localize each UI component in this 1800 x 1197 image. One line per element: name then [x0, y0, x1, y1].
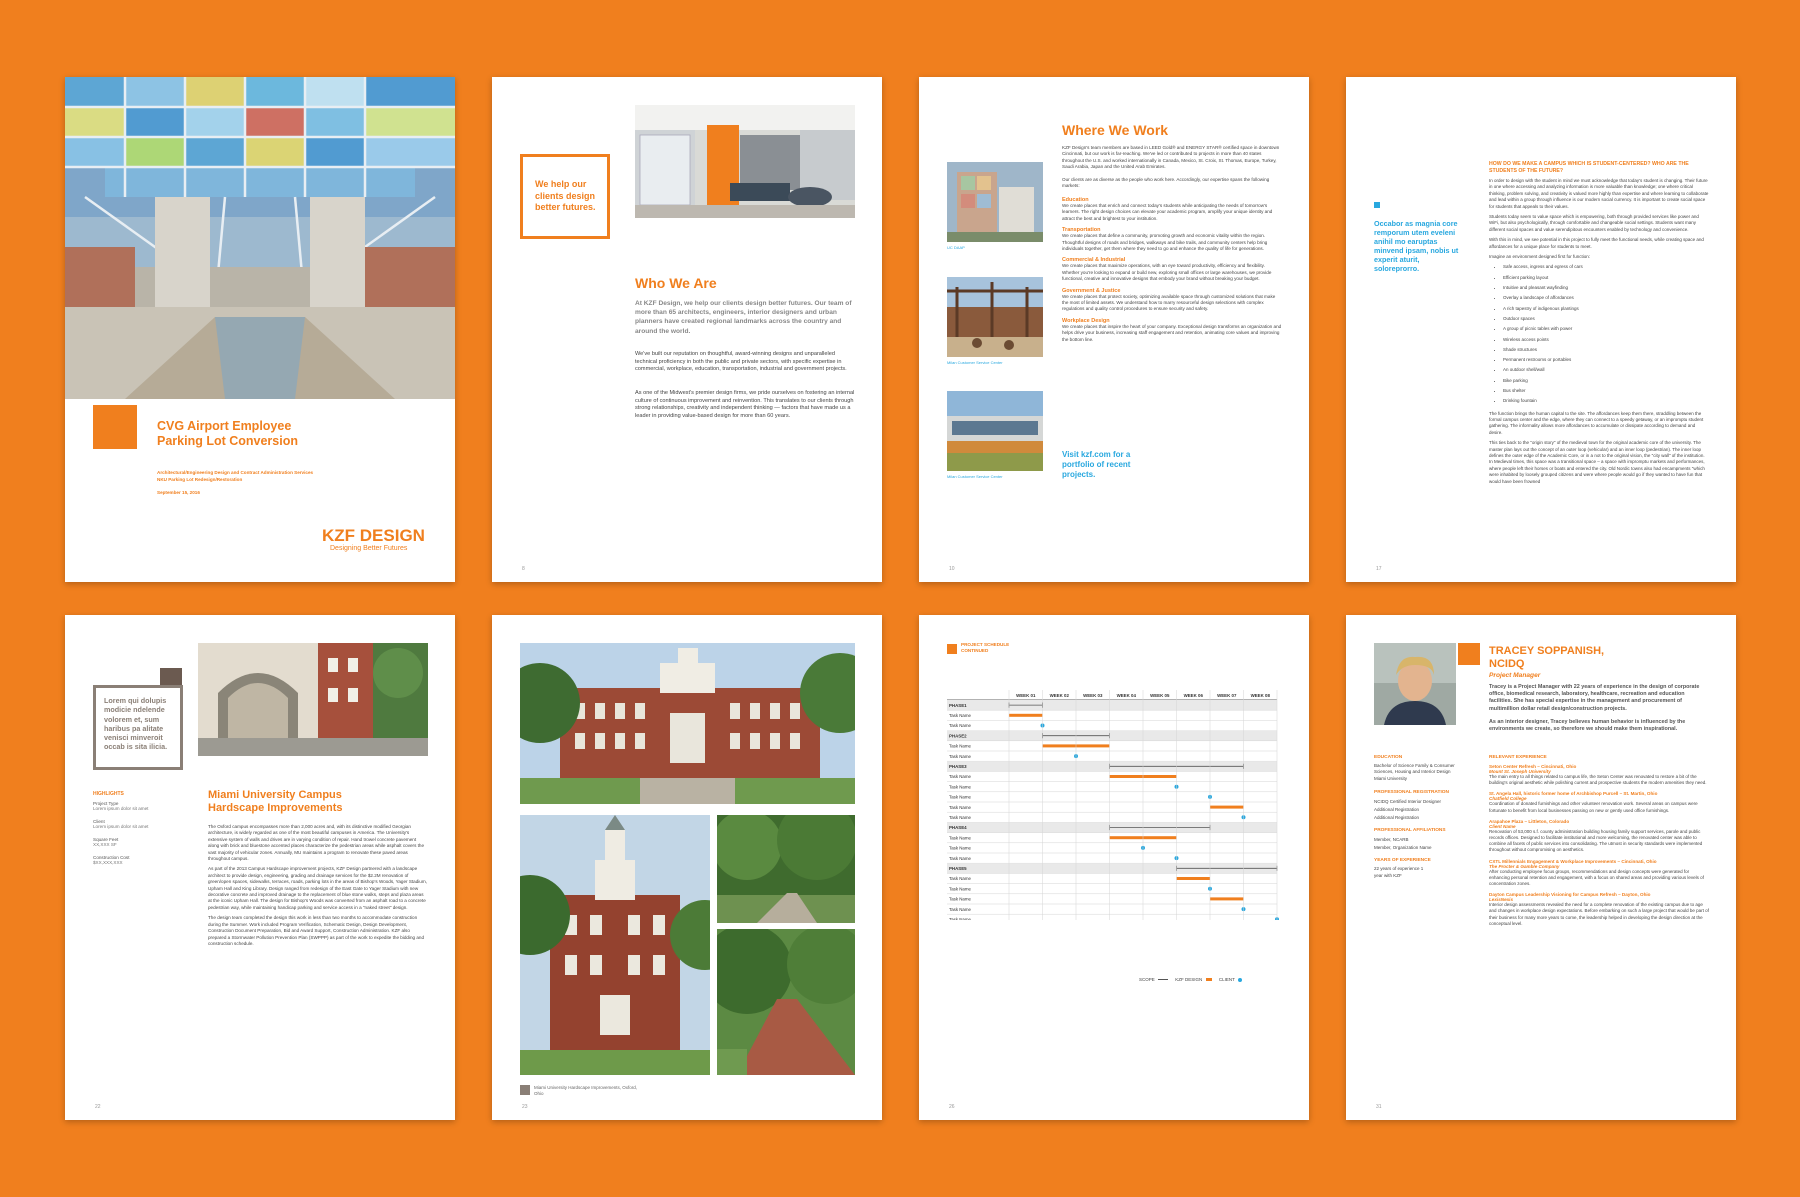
section-title-education: Education	[1062, 197, 1089, 203]
highlight-value: XX,XXX SF	[93, 842, 117, 847]
para-2: Students today seem to value space which is empowering, both through provided services like power and WiFi, but also psychologically, through comfortable and changeable social settings. Students want many different social spaces and value serendipitous encounters enabled by technology and convenience.	[1489, 214, 1699, 232]
photo-trees-path	[717, 815, 855, 923]
registration-label: PROFESSIONAL REGISTRATION	[1374, 790, 1449, 796]
task-label: Task Name	[949, 855, 971, 861]
schedule-orange-square	[947, 644, 957, 654]
project-title: St. Angela Hall, historic former home of Archbishop Purcell – St. Martin, Ohio	[1489, 791, 1658, 797]
project-client: Chatfield College	[1489, 796, 1527, 802]
cover-photo-canopy	[65, 77, 455, 399]
where-intro: KZF Design's team members are based in LEED Gold® and ENERGY STAR® certified space in downtown Cincinnati, but our work is far-reaching. We've led or contributed to projects in more than 40 states throughout the U.S. and worked internationally in Canada, Mexico, St. Croix, St. Thomas, Europe, Turkey, Saudi Arabia, Japan and the United Arab Emirates.	[1062, 145, 1280, 170]
legend-scope: SCOPE	[1139, 977, 1155, 982]
list-item: • Bike parking	[1503, 376, 1709, 386]
quote-box	[520, 154, 610, 239]
task-label: Task Name	[949, 774, 971, 780]
week-header: WEEK 02	[1049, 693, 1069, 698]
page-number: 22	[95, 1104, 101, 1110]
project-title: Arapahoe Plaza – Littleton, Colorado	[1489, 818, 1570, 824]
photo-milan-center-2	[947, 391, 1043, 471]
para-4: Imagine an environment designed first for function:	[1489, 254, 1591, 260]
kzf-logo: KZF DESIGN	[322, 526, 425, 545]
highlights-list	[93, 801, 188, 873]
legend-client: CLIENT	[1218, 977, 1235, 982]
list-item: • Efficient parking layout	[1503, 273, 1709, 283]
cover-tagline: Designing Better Futures	[330, 545, 408, 552]
task-label: Task Name	[949, 713, 971, 718]
page-number: 31	[1376, 1104, 1382, 1110]
project-title: Miami University Campus Hardscape Improvements	[208, 789, 343, 814]
section-title-government: Government & Justice	[1062, 287, 1121, 294]
highlight-value: $XX,XXX,XXX	[93, 860, 123, 865]
cover-title: CVG Airport Employee Parking Lot Conversion	[157, 419, 298, 448]
week-header: WEEK 04	[1116, 693, 1136, 698]
page-number: 17	[1376, 566, 1382, 572]
phase-label: PHASE4	[949, 825, 967, 831]
photo-campus-arch	[198, 643, 428, 756]
question-heading: HOW DO WE MAKE A CAMPUS WHICH IS STUDENT-CENTERED? WHO ARE THE STUDENTS OF THE FUTURE?	[1489, 161, 1689, 174]
week-header: WEEK 01	[1016, 693, 1036, 698]
list-item: • Drinking fountain	[1503, 396, 1709, 406]
list-item: • An outdoor shell/wall	[1503, 365, 1709, 375]
highlights-label: HIGHLIGHTS	[93, 791, 124, 797]
cover-subtitle-2: NKU Parking Lot Redesign/Restoration	[157, 477, 243, 482]
legend-kzf-icon	[1206, 978, 1212, 981]
cover-subtitle-1: Architectural/Engineering Design and Contract Administration Services	[157, 470, 314, 475]
project-title: Seton Center Refresh – Cincinnati, Ohio	[1489, 764, 1577, 769]
kzf-bar	[1210, 897, 1244, 900]
affiliation-item: Member, Organization Name	[1374, 845, 1432, 851]
page-number: 26	[949, 1104, 955, 1110]
para-1: The Oxford campus encompasses more than 2,000 acres and, with its distinctive modified Georgian architecture, is widely regarded as one of the most beautiful campuses in America. The University's extensive system of walls and drives are in varying condition of repair. Hand trowel concrete pavement along with brick and bluestone accented places characterize the pedestrian areas while asphalt covers the vast majority of vehicular zones. Annually, MU maintains a program to renovate these paved areas throughout campus.	[208, 824, 425, 862]
list-item: • Bus shelter	[1503, 386, 1709, 396]
kzf-bar	[1177, 877, 1211, 880]
registration-item: Additional Registration	[1374, 807, 1420, 813]
caption-milan-1: Milan Customer Service Center	[947, 360, 1003, 365]
section-text-government: We create places that protect society, optimizing available space through customized solutions that make the most of limited assets. We understand how to marry resourceful design selections with complex regulations and quality control procedures to ensure security and safety.	[1062, 293, 1276, 312]
project-text: The main entry to all things related to campus life, the Seton Center was renovated to restore a bit of the building's original aesthetic while polishing current and prospective students the modern amenities they need.	[1489, 774, 1707, 786]
highlight-value: Lorem ipsum dolor sit amet	[93, 806, 149, 811]
kzf-bar	[1210, 806, 1244, 809]
task-label: Task Name	[949, 794, 971, 800]
blue-square	[1374, 202, 1380, 208]
section-text-workplace: We create places that inspire the heart of your company. Exceptional design transforms an organization and helps drive your business, increasing staff engagement and retention, animating core values and improving the bottom line.	[1062, 323, 1282, 342]
task-label: Task Name	[949, 723, 971, 729]
task-label: Task Name	[949, 845, 971, 851]
project-text: Renovation of 53,000 s.f. county administration building housing family support services, parole and public records offices. Designed to facilitate institutional and more welcoming, the renovated center was able to combine all facets of public services into consolidating. The utmost in security standards were implemented throughout without compromising on aesthetics.	[1489, 828, 1703, 853]
who-we-are-para2: As one of the Midwest's premier design firms, we pride ourselves on fostering an internal culture of continuous improvement and reinvention. This translates to our clients through strong relationships, creativity and independent thinking — factors that have made us a leader in providing value-based design for more than 60 years.	[635, 390, 855, 419]
relevant-label: RELEVANT EXPERIENCE	[1489, 755, 1547, 760]
page-miami-project	[65, 615, 455, 1120]
schedule-header: PROJECT SCHEDULE CONTINUED	[961, 642, 1010, 653]
task-label: Task Name	[949, 886, 971, 892]
project-client: Mount St. Joseph University	[1489, 769, 1551, 774]
section-title-commercial: Commercial & Industrial	[1062, 257, 1126, 264]
highlight-label: Project Type	[93, 801, 119, 806]
phase-label: PHASE2	[949, 733, 967, 739]
page-number: 8	[522, 566, 525, 572]
bio-lead-2: As an interior designer, Tracey believes human behavior is influenced by the environments we create, so therefore we should make them inspirational.	[1489, 719, 1686, 733]
page-number: 10	[949, 566, 955, 572]
who-we-are-lead: At KZF Design, we help our clients design better futures. Our team of more than 65 architects, engineers, interior designers and urban planners have created regional landmarks across the country and around the world.	[635, 300, 852, 335]
list-item: • Shade structures	[1503, 345, 1709, 355]
where-intro2: Our clients are as diverse as the people who work here. Accordingly, our expertise spans the following markets:	[1062, 177, 1270, 189]
who-we-are-heading: Who We Are	[635, 275, 717, 291]
caption-marker	[520, 1085, 530, 1095]
list-item: • A group of picnic tables with power	[1503, 324, 1709, 334]
task-label: Task Name	[949, 743, 971, 749]
phase-row-bg	[947, 731, 1277, 741]
quote-box	[93, 685, 183, 770]
page-project-schedule	[919, 615, 1309, 1120]
kzf-bar	[1009, 714, 1043, 717]
project-text: After conducting employee focus groups, recommendations and design concepts were generated for enhancing personal retention and engagement, with a focus on shared areas and providing various levels of concentration zones.	[1489, 868, 1704, 887]
relevant-experience	[1489, 755, 1709, 927]
where-we-work-heading: Where We Work	[1062, 122, 1169, 138]
task-label: Task Name	[949, 835, 971, 841]
portfolio-link[interactable]: Visit kzf.com for a portfolio of recent projects.	[1062, 450, 1131, 479]
list-item: • Permanent restrooms or portables	[1503, 355, 1709, 365]
cover-date: September 15, 2016	[157, 490, 200, 495]
photo-milan-center-1	[947, 277, 1043, 357]
quote-text: Lorem qui dolupis modicie ndelende volorem et, sum haribus pa alitate venisci minveroit occab is sita ilicia.	[104, 696, 168, 752]
section-text-education: We create places that enrich and connect today's students while anticipating the needs of tomorrow's learners. The right design choices can elevate your academic program, amplify your unique identity and attract the best and brightest to your institution.	[1062, 203, 1273, 221]
section-text-transportation: We create places that define a community, promoting growth and economic vitality within the region. Thoughtful designs of roads and bridges, walkways and bike trails, and community centers help bring individuals together, get them where they need to go and enhance the quality of life for generations.	[1062, 233, 1268, 252]
education-value: Bachelor of Science Family & Consumer Sciences, Housing and Interior Design Miami University	[1374, 763, 1455, 781]
highlight-label: Square Feet	[93, 837, 119, 842]
task-label: Task Name	[949, 804, 971, 810]
registration-item: NCIDQ Certified Interior Designer	[1374, 799, 1442, 805]
page-photo-spread	[492, 615, 882, 1120]
task-label: Task Name	[949, 815, 971, 820]
office-interior-photo	[635, 105, 855, 218]
list-item: • Outdoor spaces	[1503, 314, 1709, 324]
cover-orange-square	[93, 405, 137, 449]
photo-brick-tower	[520, 815, 710, 1075]
task-label: Task Name	[949, 917, 971, 920]
list-item: • Intuitive and pleasant wayfinding	[1503, 283, 1709, 293]
headshot-photo[interactable]	[1374, 643, 1456, 725]
highlight-label: Client	[93, 819, 105, 824]
affiliation-item: Member, NCARB	[1374, 837, 1409, 843]
gantt-legend	[1139, 977, 1242, 982]
week-header: WEEK 08	[1250, 693, 1270, 698]
market-sections	[1062, 197, 1282, 348]
project-text: Coordination of donated furnishings and other volunteer renovation work. Several areas on campus were fortunate to benefit from local businesses passing on new or gently used office furnishings.	[1489, 801, 1698, 813]
project-text: Interior design assessments revealed the need for a complete renovation of the existing campus due to age and changes in workplace design expectations. Before embarking on such a large project that would be part of their business for many more years to come, the leadership helped in developing the design direction at the conceptual level.	[1489, 902, 1709, 926]
photo-brick-walk	[717, 929, 855, 1075]
list-item: • Safe access, ingress and egress of cars	[1503, 262, 1709, 272]
task-label: Task Name	[949, 784, 971, 790]
pull-quote: Occabor as magnia core remporum utem eveleni anihil mo earuptas minvend ipsam, nobis ut experit aturit, soloreprorro.	[1374, 219, 1459, 273]
caption-uc-daap: UC DAAP	[947, 245, 965, 250]
phase-label: PHASE3	[949, 764, 967, 769]
bio-sidebar	[1374, 755, 1474, 879]
list-item: • A rich tapestry of indigenous plantings	[1503, 304, 1709, 314]
student-body	[1489, 178, 1709, 485]
list-item: • Wireless access points	[1503, 335, 1709, 345]
page-team-bio	[1346, 615, 1736, 1120]
photo-caption: Miami University Hardscape Improvements, Oxford, Ohio	[534, 1085, 638, 1096]
para-3: With this in mind, we see potential in this project to fully meet the functional needs, while creating space and affordances for a unique place for students to meet.	[1489, 237, 1704, 249]
legend-kzf: KZF DESIGN	[1175, 977, 1203, 982]
project-client: LexisNexis	[1489, 897, 1514, 903]
section-title-workplace: Workplace Design	[1062, 317, 1110, 324]
phase-label: PHASE1	[949, 702, 967, 708]
highlight-label: Construction Cost	[93, 855, 130, 860]
gantt-chart	[947, 690, 1281, 920]
years-label: YEARS OF EXPERIENCE	[1374, 858, 1431, 864]
task-label: Task Name	[949, 876, 971, 882]
para-6: This ties back to the "origin story" of the medieval town for the original academic core of the university. The master plan lays out the concept of an outer loop (vehicular) and an inner loop (pedestrian). The inner loop defines the outer edge of the Academic Core, or in a not to the original vision, the "city wall" of the institution. In Medieval times, this space was a transitional space – a space with impromptu markets and performances, where people left their horses or boats and entered the city. Old Nordic towns also had encampments "which were inhabited by loosely grouped citizens and were where people would go if they wanted to have fun that would have been frowned	[1489, 440, 1705, 484]
page-cover	[65, 77, 455, 582]
person-name: TRACEY SOPPANISH, NCIDQ	[1489, 645, 1605, 670]
phase-row-bg	[947, 700, 1277, 710]
highlight-value: Lorem ipsum dolor sit amet	[93, 824, 149, 829]
phase-label: PHASE5	[949, 866, 967, 871]
task-label: Task Name	[949, 906, 971, 912]
legend-client-icon	[1238, 978, 1242, 982]
orange-accent-square	[1458, 643, 1480, 665]
caption-milan-2: Milan Customer Service Center	[947, 474, 1003, 479]
task-label: Task Name	[949, 896, 971, 902]
page-student-centered	[1346, 77, 1736, 582]
affiliations-label: PROFESSIONAL AFFILIATIONS	[1374, 828, 1446, 834]
week-header: WEEK 06	[1183, 693, 1203, 698]
project-title: Dayton Campus Leadership Visioning for Campus Refresh – Dayton, Ohio	[1489, 892, 1651, 898]
page-who-we-are	[492, 77, 882, 582]
page-number: 23	[522, 1104, 528, 1110]
para-3: The design team completed the design this work in less than two months to accommodate construction during the Summer. Work included Program Verification, Schematic Design, Design Development, Construction Document Preparation, Bid and Award Support, Construction Administration. KZF also prepared a Stormwater Pollution Prevention Plan (SWPPP) as part of the work to expedite the bidding and construction schedule.	[208, 915, 425, 946]
bio-lead: Tracey is a Project Manager with 22 years of experience in the design of corporate office, biomedical research, laboratory, healthcare, recreation and education facilities. She has special expertise in the management and procurement of multimillion dollar retail design/construction projects.	[1489, 684, 1700, 712]
page-where-we-work	[919, 77, 1309, 582]
function-list	[1489, 262, 1709, 406]
who-we-are-para1: We've built our reputation on thoughtful, award-winning designs and unparalleled technical proficiency in both the public and private sectors, with specific expertise in commercial, workplace, education, transportation, industrial and government projects.	[635, 351, 847, 373]
section-text-commercial: We create places that maximize operations, with an eye toward productivity, efficiency and flexibility. Whether you're looking to expand or build new, exploring small offices or large warehouses, we provide functional, creative and innovative designs that embody your brand without breaking your budget.	[1062, 263, 1272, 282]
week-header: WEEK 07	[1217, 693, 1237, 698]
project-body	[208, 824, 428, 947]
para-1: In order to design with the student in mind we must acknowledge that today's student is changing. Their future in one where accessing and analyzing information is more valuable than knowledge; one where critical thinking, problem solving, and creativity is valued more highly than expertise and where learning to collaborate and lead within a group through influence is our modern social currency. It is important to create social space for students that appeals to their values.	[1489, 178, 1709, 209]
education-label: EDUCATION	[1374, 755, 1403, 760]
week-header: WEEK 03	[1083, 693, 1103, 698]
para-5: The function brings the human capital to the site. The affordances keep them there, straddling between the formal campus center and the edge, where they can connect to a speedy getaway, or an impromptu student gathering. The informality allows more affordances to accumulate or dissipate according to demand and desire.	[1489, 410, 1704, 435]
list-item: • Overlay a landscape of affordances	[1503, 293, 1709, 303]
project-client: Client Name	[1489, 823, 1516, 829]
photo-brick-building-wide	[520, 643, 855, 804]
section-title-transportation: Transportation	[1062, 227, 1101, 234]
registration-item: Additional Registration	[1374, 815, 1420, 821]
week-header: WEEK 05	[1150, 693, 1170, 698]
years-value: 22 years of experience 1 year with KZF	[1374, 866, 1424, 878]
person-role: Project Manager	[1489, 672, 1541, 679]
legend-scope-icon	[1158, 979, 1168, 980]
quote-text: We help our clients design better futures.	[535, 179, 596, 212]
project-client: The Procter & Gamble Company	[1489, 863, 1560, 869]
project-title: CXTL Millennials Engagement & Workplace Improvements – Cincinnati, Ohio	[1489, 858, 1657, 864]
para-2: As part of the 2013 Campus Hardscape improvement projects, KZF Design partnered with a landscape architect to provide design, engineering, grading and drainage services for the $2.2M renovation of green/open spaces, sidewalks, terraces, roads, parking lots in the areas of Bishop's Woods, Yager Stadium, Upham Hall and King Library. Design ranged from redesign of the East Gate to Yager Stadium with new decorative concrete and improved drainage to the replacement of blue stone walks, steps and plaza areas at the iconic Upham Hall. The design for Bishop's Woods was converted from an asphalt road to a concrete pedestrian way, while maintaining handicap parking and service access in a "naked street" design.	[208, 866, 427, 910]
photo-uc-daap	[947, 162, 1043, 242]
task-label: Task Name	[949, 753, 971, 759]
